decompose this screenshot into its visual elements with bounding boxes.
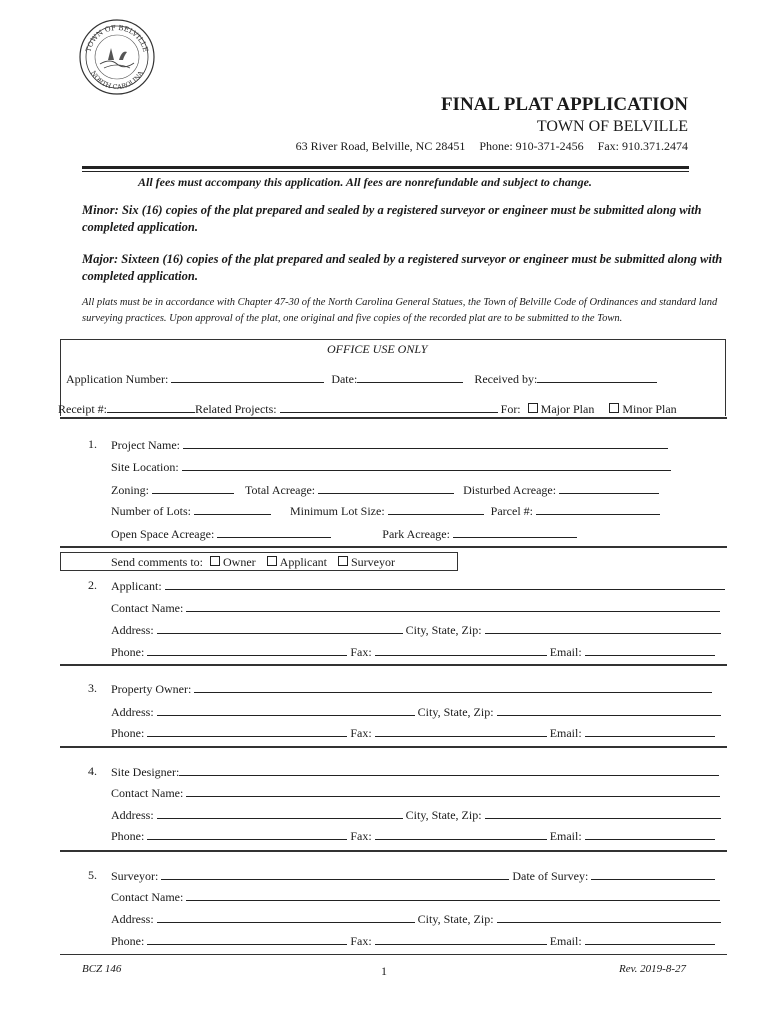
designer-fax-field[interactable] (375, 828, 547, 840)
zoning-field[interactable] (152, 482, 234, 494)
designer-address-row (111, 807, 721, 823)
designer-city-label: City, State, Zip: (405, 808, 482, 822)
site-location-row (111, 459, 671, 475)
section-5-number: 5. (88, 868, 97, 882)
designer-contact-label: Contact Name: (111, 786, 184, 800)
applicant-address-row (111, 622, 721, 638)
owner-city-field[interactable] (497, 704, 721, 716)
applicant-contact-label: Contact Name: (111, 601, 184, 615)
date-of-survey-field[interactable] (591, 868, 715, 880)
zoning-label: Zoning: (111, 483, 149, 497)
applicant-checkbox[interactable] (267, 556, 277, 566)
office-date-label: Date: (331, 372, 358, 386)
number-of-lots-field[interactable] (194, 503, 271, 515)
owner-address-label: Address: (111, 705, 154, 719)
designer-address-field[interactable] (157, 807, 403, 819)
zoning-row (111, 482, 659, 498)
surveyor-address-row (111, 911, 721, 927)
form-code: BCZ 146 (82, 963, 122, 975)
disturbed-acreage-field[interactable] (559, 482, 659, 494)
owner-phone-label: Phone: (111, 726, 145, 740)
receipt-label: Receipt #: (58, 402, 107, 416)
office-row-2 (58, 401, 677, 417)
applicant-contact-field[interactable] (186, 600, 720, 612)
applicant-address-label: Address: (111, 623, 154, 637)
applicant-city-label: City, State, Zip: (405, 623, 482, 637)
office-date-field[interactable] (357, 371, 463, 383)
park-acreage-field[interactable] (453, 526, 577, 538)
total-acreage-field[interactable] (318, 482, 454, 494)
owner-phone-field[interactable] (147, 725, 347, 737)
property-owner-field[interactable] (194, 681, 712, 693)
property-owner-row (111, 681, 712, 697)
town-name: TOWN OF BELVILLE (536, 118, 688, 135)
section-2-rule (60, 664, 727, 666)
send-comments-label: Send comments to: (111, 555, 203, 569)
surveyor-address-field[interactable] (157, 911, 415, 923)
property-owner-label: Property Owner: (111, 682, 192, 696)
designer-city-field[interactable] (485, 807, 721, 819)
town-seal (78, 18, 156, 96)
minimum-lot-size-label: Minimum Lot Size: (290, 504, 385, 518)
surveyor-contact-row (111, 889, 720, 905)
received-by-field[interactable] (537, 371, 657, 383)
site-designer-label: Site Designer: (111, 765, 180, 779)
surveyor-label: Surveyor: (111, 869, 159, 883)
applicant-city-field[interactable] (485, 622, 721, 634)
site-designer-field[interactable] (179, 764, 719, 776)
surveyor-field[interactable] (161, 868, 509, 880)
designer-address-label: Address: (111, 808, 154, 822)
project-name-label: Project Name: (111, 438, 180, 452)
project-name-field[interactable] (183, 437, 668, 449)
section-1-rule (60, 546, 727, 548)
received-by-label: Received by: (474, 372, 538, 386)
page-number: 1 (381, 964, 387, 978)
applicant-label: Applicant: (111, 579, 162, 593)
minor-plan-checkbox[interactable] (609, 403, 619, 413)
receipt-field[interactable] (107, 401, 195, 413)
open-space-field[interactable] (217, 526, 331, 538)
date-of-survey-label: Date of Survey: (512, 869, 589, 883)
designer-contact-field[interactable] (186, 785, 720, 797)
section-4-rule (60, 850, 727, 852)
surveyor-email-label: Email: (549, 934, 582, 948)
open-space-row (111, 526, 577, 542)
number-of-lots-label: Number of Lots: (111, 504, 191, 518)
surveyor-phone-label: Phone: (111, 934, 145, 948)
designer-fax-label: Fax: (350, 829, 372, 843)
owner-label: Owner (223, 555, 256, 569)
related-projects-field[interactable] (280, 401, 498, 413)
park-acreage-label: Park Acreage: (382, 527, 450, 541)
form-title: FINAL PLAT APPLICATION (440, 94, 688, 115)
designer-email-label: Email: (549, 829, 582, 843)
project-name-row (111, 437, 668, 453)
surveyor-checkbox[interactable] (338, 556, 348, 566)
section-3-rule (60, 746, 727, 748)
plat-note: All plats must be in accordance with Chapter 47-30 of the North Carolina General Statues, the Town of Belville Code of Ordinances and standard land surveying practices. Upon approval of the plat, one original and five copies of the recorded plat are to be submitted to the Town. (82, 297, 718, 324)
major-plan-checkbox[interactable] (528, 403, 538, 413)
designer-phone-label: Phone: (111, 829, 145, 843)
applicant-address-field[interactable] (157, 622, 403, 634)
applicant-phone-label: Phone: (111, 645, 145, 659)
section-1-number: 1. (88, 437, 97, 451)
designer-phone-field[interactable] (147, 828, 347, 840)
disturbed-acreage-label: Disturbed Acreage: (463, 483, 557, 497)
header-rule-thick (82, 166, 689, 169)
surveyor-contact-field[interactable] (186, 889, 720, 901)
seal-graphic (78, 18, 156, 96)
major-plan-label: Major Plan (540, 402, 595, 416)
owner-checkbox[interactable] (210, 556, 220, 566)
svg-text:TOWN OF BELVILLE: TOWN OF BELVILLE (84, 23, 150, 53)
surveyor-contact-label: Contact Name: (111, 890, 184, 904)
office-use-title: OFFICE USE ONLY (327, 342, 428, 356)
revision-date: Rev. 2019-8-27 (619, 963, 686, 975)
applicant-phone-field[interactable] (147, 644, 347, 656)
lots-row (111, 503, 660, 519)
applicant-option-label: Applicant (279, 555, 327, 569)
application-number-field[interactable] (171, 371, 324, 383)
surveyor-phone-row (111, 933, 715, 949)
site-designer-row (111, 764, 719, 780)
footer-rule (60, 954, 727, 955)
owner-fax-field[interactable] (375, 725, 547, 737)
application-number-label: Application Number: (66, 372, 169, 386)
section-3-number: 3. (88, 681, 97, 695)
office-bottom-rule (60, 417, 727, 419)
surveyor-phone-field[interactable] (147, 933, 347, 945)
related-projects-label: Related Projects: (194, 402, 277, 416)
town-fax: Fax: 910.371.2474 (597, 139, 688, 153)
for-label: For: (500, 402, 521, 416)
header-rule-thin (82, 171, 689, 172)
fees-notice: All fees must accompany this application. All fees are nonrefundable and subject to change. (138, 175, 592, 189)
major-requirement: Major: Sixteen (16) copies of the plat prepared and sealed by a registered surveyor or engineer must be submitted along with completed application. (82, 252, 723, 283)
minor-plan-label: Minor Plan (622, 402, 677, 416)
surveyor-fax-field[interactable] (375, 933, 547, 945)
owner-address-field[interactable] (157, 704, 415, 716)
surveyor-city-field[interactable] (497, 911, 721, 923)
minor-requirement: Minor: Six (16) copies of the plat prepared and sealed by a registered surveyor or engineer must be submitted along with completed application. (82, 203, 702, 234)
applicant-email-label: Email: (549, 645, 582, 659)
owner-city-label: City, State, Zip: (417, 705, 494, 719)
section-2-number: 2. (88, 578, 97, 592)
applicant-fax-label: Fax: (350, 645, 372, 659)
svg-text:NORTH CAROLINA: NORTH CAROLINA (88, 69, 145, 92)
site-location-field[interactable] (182, 459, 671, 471)
owner-address-row (111, 704, 721, 720)
parcel-field[interactable] (536, 503, 660, 515)
section-4-number: 4. (88, 764, 97, 778)
surveyor-city-label: City, State, Zip: (417, 912, 494, 926)
surveyor-email-field[interactable] (585, 933, 715, 945)
send-comments-row (111, 555, 395, 570)
owner-email-label: Email: (549, 726, 582, 740)
surveyor-fax-label: Fax: (350, 934, 372, 948)
surveyor-address-label: Address: (111, 912, 154, 926)
surveyor-row (111, 868, 715, 884)
designer-email-field[interactable] (585, 828, 715, 840)
owner-email-field[interactable] (585, 725, 715, 737)
town-phone: Phone: 910-371-2456 (479, 139, 584, 153)
applicant-field[interactable] (165, 578, 725, 590)
office-row-1 (66, 371, 657, 387)
owner-fax-label: Fax: (350, 726, 372, 740)
applicant-fax-field[interactable] (375, 644, 547, 656)
applicant-row (111, 578, 725, 594)
total-acreage-label: Total Acreage: (245, 483, 316, 497)
site-location-label: Site Location: (111, 460, 179, 474)
contact-line (296, 139, 688, 154)
surveyor-option-label: Surveyor (350, 555, 395, 569)
owner-phone-row (111, 725, 715, 741)
applicant-email-field[interactable] (585, 644, 715, 656)
parcel-label: Parcel #: (490, 504, 533, 518)
open-space-label: Open Space Acreage: (111, 527, 215, 541)
designer-phone-row (111, 828, 715, 844)
applicant-phone-row (111, 644, 715, 660)
minimum-lot-size-field[interactable] (388, 503, 484, 515)
applicant-contact-row (111, 600, 720, 616)
town-address: 63 River Road, Belville, NC 28451 (295, 139, 466, 153)
designer-contact-row (111, 785, 720, 801)
